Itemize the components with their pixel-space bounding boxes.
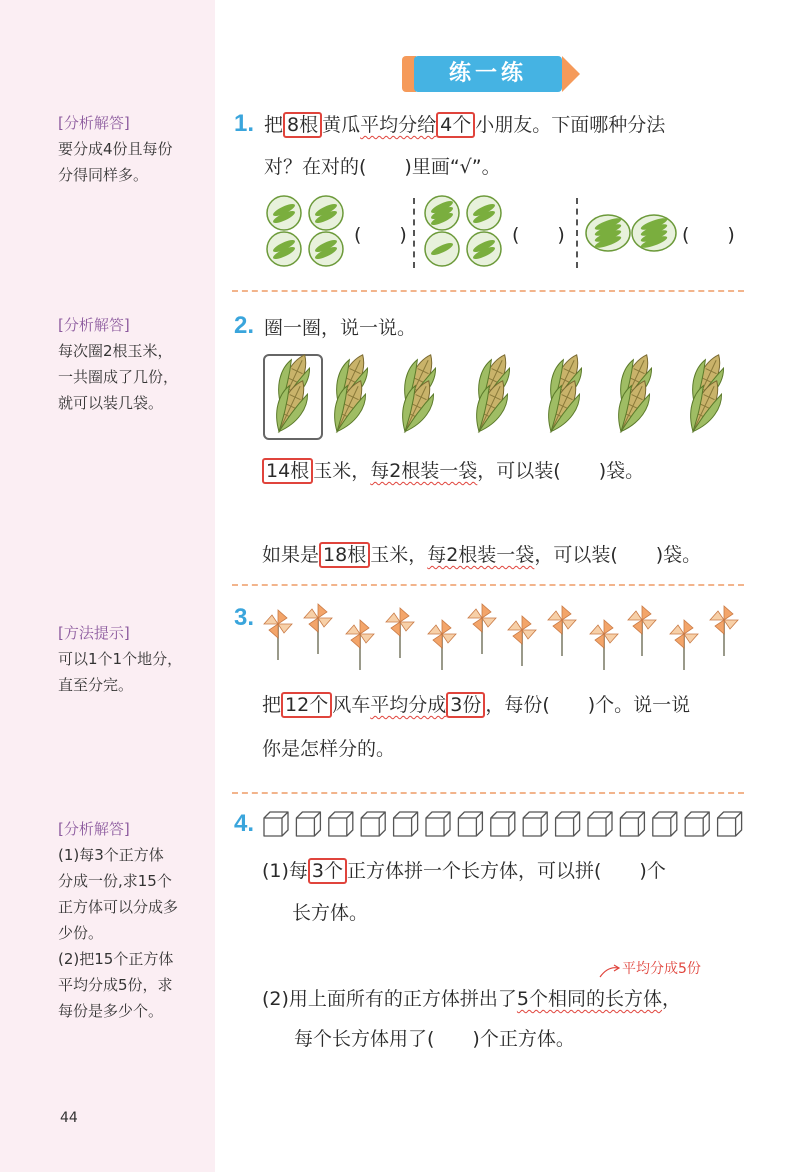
text: 把 — [262, 694, 282, 716]
note-title: [分析解答] — [58, 316, 130, 334]
cube — [296, 812, 320, 836]
q4-part2-line2: 每个长方体用了( )个正方体。 — [294, 1028, 575, 1050]
arrow-icon — [598, 962, 622, 980]
question-number: 3. — [234, 604, 255, 631]
text: 风车 — [332, 694, 371, 716]
highlight-box: 4个 — [436, 112, 475, 138]
note-line: 正方体可以分成多 — [58, 898, 179, 916]
corn-pair — [267, 352, 317, 437]
note-line: 分得同样多。 — [58, 166, 149, 184]
highlight-box: 8根 — [283, 112, 322, 138]
corn-pair — [539, 352, 589, 437]
section-divider — [232, 290, 744, 292]
corn-pair — [609, 352, 659, 437]
q4-part2-line1 — [262, 984, 681, 1011]
pinwheel — [508, 616, 536, 666]
note-line: 可以1个1个地分， — [58, 650, 183, 668]
pinwheel — [386, 608, 414, 658]
text: 如果是 — [262, 544, 320, 566]
pinwheel — [710, 606, 738, 656]
corn-pair — [325, 352, 375, 437]
pinwheel — [304, 604, 332, 654]
q2-line-a — [262, 456, 644, 483]
cube-row-illustration — [262, 808, 746, 838]
section-divider — [232, 792, 744, 794]
wavy-underline: 平均分成 — [370, 694, 447, 716]
cube — [329, 812, 353, 836]
note-line: 要分成4份且每份 — [58, 140, 173, 158]
pinwheel — [548, 606, 576, 656]
note-1 — [58, 110, 208, 188]
section-divider — [232, 584, 744, 586]
text: 正方体拼一个长方体，可以拼( )个 — [347, 860, 666, 882]
text: ，可以装( )袋。 — [534, 544, 702, 566]
question-number: 4. — [234, 810, 255, 837]
text: 玉米， — [313, 460, 371, 482]
pinwheel — [468, 604, 496, 654]
wavy-underline: 每2根装一袋 — [427, 544, 535, 566]
text: ，可以装( )袋。 — [477, 460, 645, 482]
wavy-underline: 5个相同的长方体 — [516, 988, 663, 1010]
note-2 — [58, 312, 208, 416]
corn-pair — [393, 352, 443, 437]
note-title: [分析解答] — [58, 114, 130, 132]
question-number: 1. — [234, 110, 255, 137]
note-line: 一共圈成了几份， — [58, 368, 179, 386]
pinwheel-illustration — [260, 600, 750, 676]
pinwheel — [628, 606, 656, 656]
question-number: 2. — [234, 312, 255, 339]
highlight-box: 3份 — [446, 692, 485, 718]
q4-part1-line2: 长方体。 — [292, 902, 369, 924]
page-number: 44 — [60, 1110, 78, 1126]
note-3 — [58, 620, 208, 698]
note-line: (2)把15个正方体 — [58, 950, 174, 968]
note-line: (1)每3个正方体 — [58, 846, 164, 864]
answer-paren[interactable]: ( ) — [682, 224, 735, 246]
q3-line2: 你是怎样分的。 — [262, 738, 396, 760]
text: 玉米， — [370, 544, 428, 566]
highlight-box: 18根 — [319, 542, 370, 568]
note-line: 每份是多少个。 — [58, 1002, 164, 1020]
pinwheel — [670, 620, 698, 670]
cucumber-plates-option-c — [584, 212, 680, 254]
text: (1)每 — [262, 860, 308, 882]
divider — [413, 198, 415, 268]
note-title: [方法提示] — [58, 624, 130, 642]
text: (2)用上面所有的正方体拼出了 — [262, 988, 517, 1010]
cube — [620, 812, 644, 836]
q1-line2: 对？在对的( )里画“√”。 — [264, 156, 501, 178]
cucumber-plates-option-b — [420, 194, 510, 270]
cube — [685, 812, 709, 836]
text: 小朋友。下面哪种分法 — [475, 114, 666, 136]
note-line: 直至分完。 — [58, 676, 134, 694]
cube — [718, 812, 742, 836]
q4-part1-line1 — [262, 856, 666, 883]
wavy-underline: 平均分给 — [360, 114, 437, 136]
highlight-box: 3个 — [308, 858, 347, 884]
answer-paren[interactable]: ( ) — [512, 224, 565, 246]
cube — [458, 812, 482, 836]
cube — [556, 812, 580, 836]
cube — [653, 812, 677, 836]
text: 把 — [264, 114, 284, 136]
corn-illustration — [262, 352, 752, 438]
cucumber-plates-option-a — [262, 194, 352, 270]
note-line: 平均分成5份，求 — [58, 976, 173, 994]
cube — [588, 812, 612, 836]
note-line: 少份。 — [58, 924, 104, 942]
note-line: 就可以装几袋。 — [58, 394, 164, 412]
q2-line-b — [262, 540, 701, 567]
pinwheel — [264, 610, 292, 660]
highlight-box: 12个 — [281, 692, 332, 718]
corn-pair — [467, 352, 517, 437]
text: 黄瓜 — [322, 114, 361, 136]
cube — [264, 812, 288, 836]
cube — [361, 812, 385, 836]
text: ， — [662, 988, 682, 1010]
highlight-box: 14根 — [262, 458, 313, 484]
pinwheel — [346, 620, 374, 670]
corn-pair — [681, 352, 731, 437]
q3-line1 — [262, 690, 690, 717]
cube — [491, 812, 515, 836]
banner-title: 练一练 — [448, 61, 527, 86]
divider — [576, 198, 578, 268]
wavy-underline: 每2根装一袋 — [370, 460, 478, 482]
note-title: [分析解答] — [58, 820, 130, 838]
note-line: 每次圈2根玉米， — [58, 342, 173, 360]
cube — [426, 812, 450, 836]
answer-paren[interactable]: ( ) — [354, 224, 407, 246]
note-4 — [58, 816, 208, 1024]
note-line: 分成一份,求15个 — [58, 872, 172, 890]
q2-title: 圈一圈，说一说。 — [264, 317, 417, 339]
pinwheel — [428, 620, 456, 670]
section-banner — [402, 56, 580, 92]
text: ，每份( )个。说一说 — [485, 694, 691, 716]
cube — [523, 812, 547, 836]
q1-line1 — [264, 110, 665, 137]
cube — [394, 812, 418, 836]
pinwheel — [590, 620, 618, 670]
annotation: 平均分成5份 — [622, 961, 701, 977]
